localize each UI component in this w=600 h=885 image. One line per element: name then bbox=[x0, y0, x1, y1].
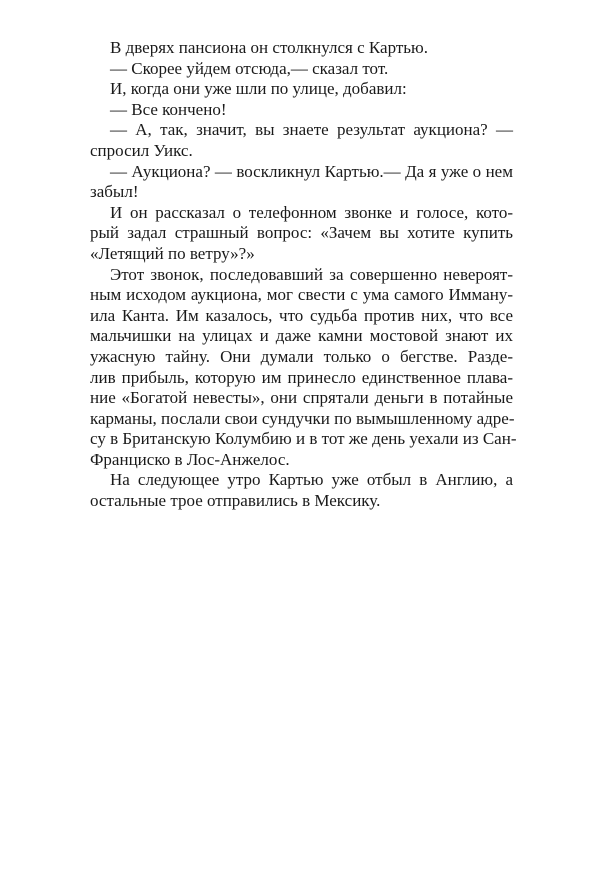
text-line: лив прибыль, которую им принесло единственное плава- bbox=[90, 367, 513, 387]
text-line: — Все кончено! bbox=[110, 99, 227, 119]
paragraph-5 bbox=[90, 120, 513, 161]
text-line: «Летящий по ветру»?» bbox=[90, 243, 255, 263]
text-line: — Аукциона? — воскликнул Картью.— Да я уже о нем bbox=[110, 161, 513, 181]
paragraph-8 bbox=[90, 264, 517, 471]
text-line: забыл! bbox=[90, 182, 139, 202]
text-line: спросил Уикс. bbox=[90, 140, 193, 160]
text-line: Франциско в Лос-Анжелос. bbox=[90, 449, 290, 469]
paragraph-4 bbox=[90, 100, 513, 121]
text-line: — Скорее уйдем отсюда,— сказал тот. bbox=[110, 58, 389, 78]
paragraph-3 bbox=[90, 79, 513, 100]
text-line: остальные трое отправились в Мексику. bbox=[90, 491, 381, 511]
text-line: Этот звонок, последовавший за совершенно невероят- bbox=[110, 264, 513, 284]
text-line: карманы, послали свои сундучки по вымышленному адре- bbox=[90, 408, 515, 428]
text-line: — А, так, значит, вы знаете результат аукциона? — bbox=[110, 120, 513, 140]
text-line: мальчишки на улицах и даже камни мостовой знают их bbox=[90, 326, 513, 346]
text-line: ние «Богатой невесты», они спрятали деньги в потайные bbox=[90, 388, 513, 408]
paragraph-6 bbox=[90, 162, 513, 203]
paragraph-9 bbox=[90, 470, 513, 511]
paragraph-1 bbox=[90, 38, 513, 59]
text-line: И он рассказал о телефонном звонке и голосе, кото- bbox=[110, 202, 513, 222]
paragraph-2 bbox=[90, 59, 513, 80]
text-line: ным исходом аукциона, мог свести с ума самого Имману- bbox=[90, 285, 513, 305]
paragraph-7 bbox=[90, 203, 513, 265]
text-line: су в Британскую Колумбию и в тот же день уехали из Сан- bbox=[90, 429, 517, 449]
text-line: В дверях пансиона он столкнулся с Картью. bbox=[110, 38, 428, 57]
text-line: ужасную тайну. Они думали только о бегстве. Разде- bbox=[90, 346, 513, 366]
text-line: И, когда они уже шли по улице, добавил: bbox=[110, 79, 407, 99]
body-text bbox=[90, 38, 517, 512]
text-line: рый задал страшный вопрос: «Зачем вы хотите купить bbox=[90, 223, 513, 243]
text-line: ила Канта. Им казалось, что судьба против них, что все bbox=[90, 305, 513, 325]
text-line: На следующее утро Картью уже отбыл в Англию, а bbox=[110, 470, 513, 490]
